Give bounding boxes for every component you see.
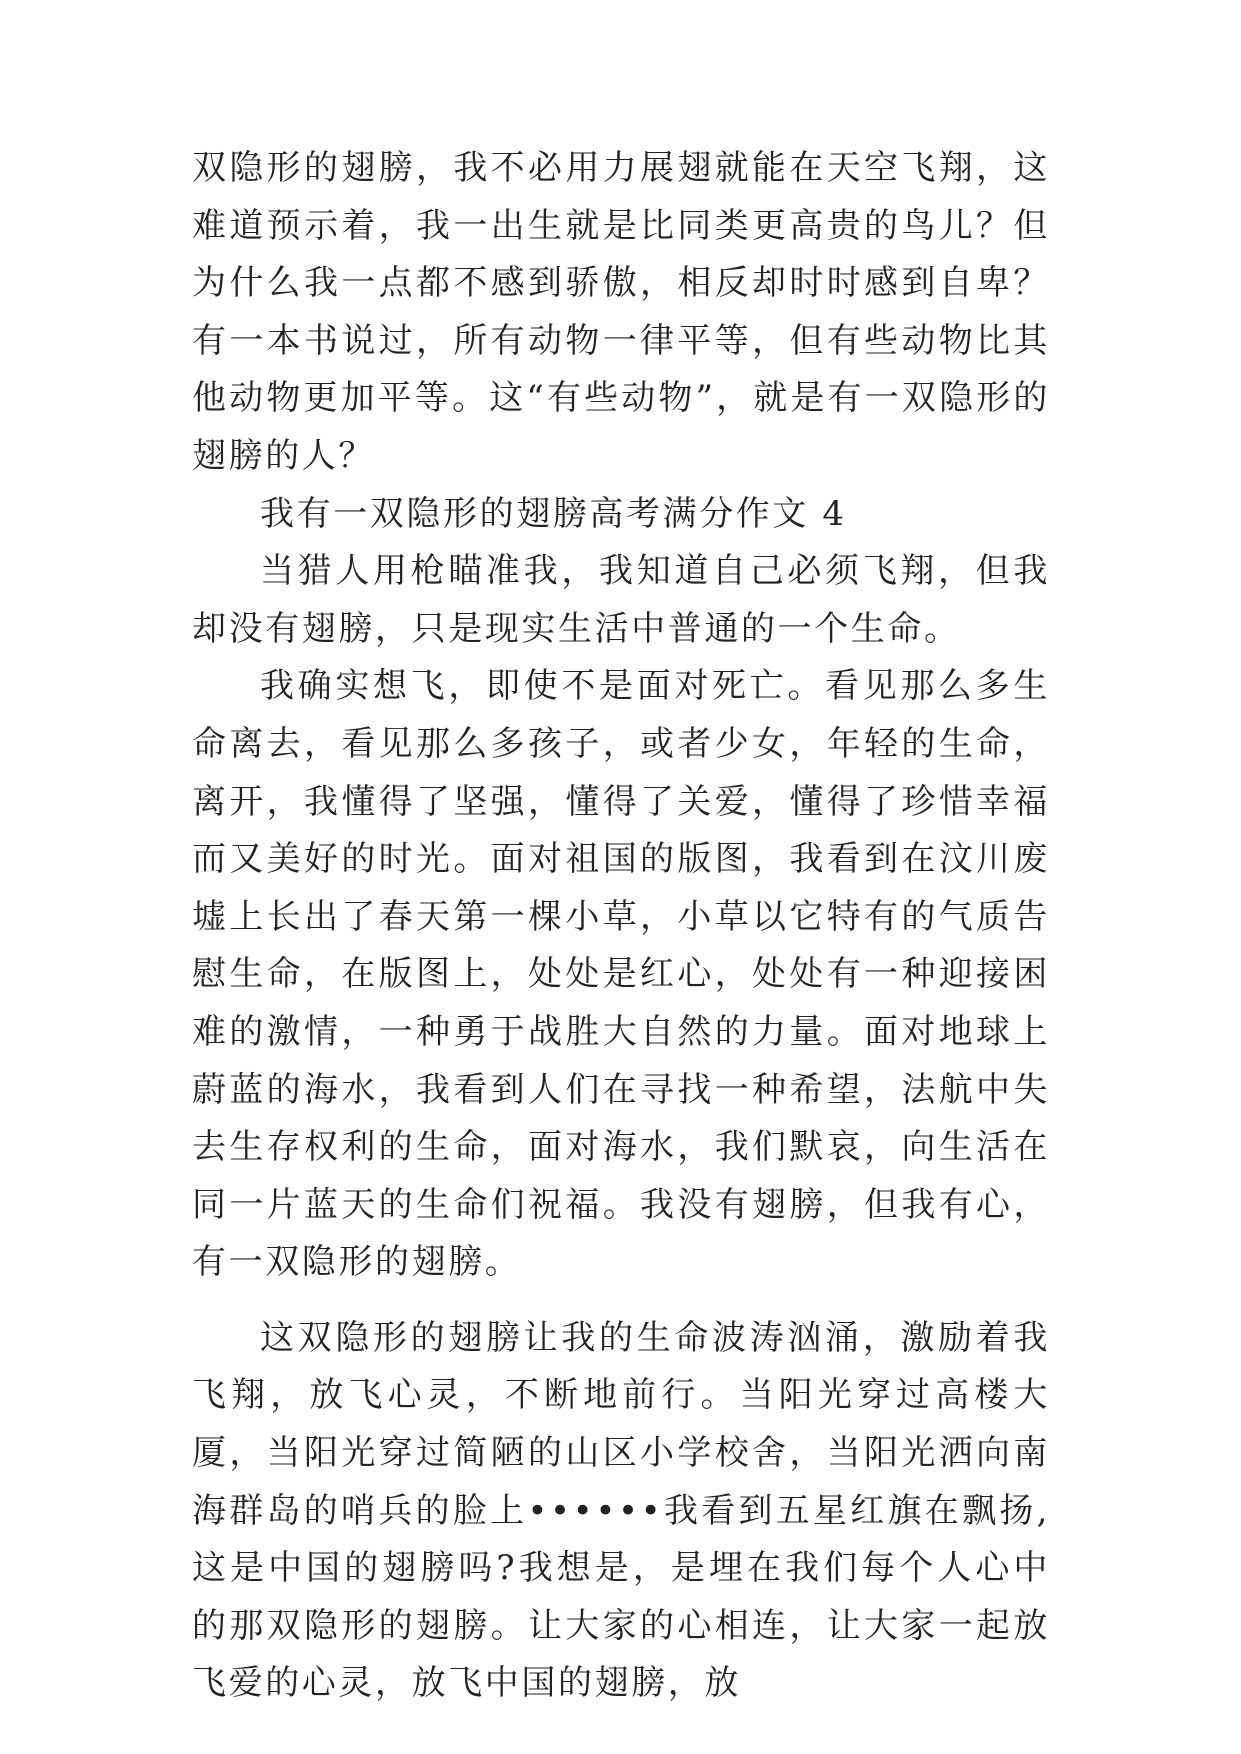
paragraph-invisible-wings: 这双隐形的翅膀让我的生命波涛汹涌，激励着我飞翔，放飞心灵，不断地前行。当阳光穿过高楼大厦，当阳光穿过简陋的山区小学校舍，当阳光洒向南海群岛的哨兵的脸上••••••我看到五星红旗在飘扬,这是中国的翅膀吗?我想是，是埋在我们每个人心中的那双隐形的翅膀。让大家的心相连，让大家一起放飞爱的心灵，放飞中国的翅膀，放 [192, 1317, 1050, 1704]
document-body [192, 140, 1050, 1713]
paragraph-hunter: 当猎人用枪瞄准我，我知道自己必须飞翔，但我却没有翅膀，只是现实生活中普通的一个生命。 [192, 551, 1050, 649]
paragraph-want-to-fly: 我确实想飞，即使不是面对死亡。看见那么多生命离去，看见那么多孩子，或者少女，年轻的生命，离开，我懂得了坚强，懂得了关爱，懂得了珍惜幸福而又美好的时光。面对祖国的版图，我看到在汶川废墟上长出了春天第一棵小草，小草以它特有的气质告慰生命，在版图上，处处是红心，处处有一种迎接困难的激情，一种勇于战胜大自然的力量。面对地球上蔚蓝的海水，我看到人们在寻找一种希望，法航中失去生存权利的生命，面对海水，我们默哀，向生活在同一片蓝天的生命们祝福。我没有翅膀，但我有心，有一双隐形的翅膀。 [192, 666, 1050, 1283]
paragraph-continued: 双隐形的翅膀，我不必用力展翅就能在天空飞翔，这难道预示着，我一出生就是比同类更高贵的鸟儿？但为什么我一点都不感到骄傲，相反却时时感到自卑？有一本书说过，所有动物一律平等，但有些动物比其他动物更加平等。这“有些动物”，就是有一双隐形的翅膀的人？ [192, 148, 1050, 476]
essay-heading: 我有一双隐形的翅膀高考满分作文 4 [260, 493, 847, 534]
